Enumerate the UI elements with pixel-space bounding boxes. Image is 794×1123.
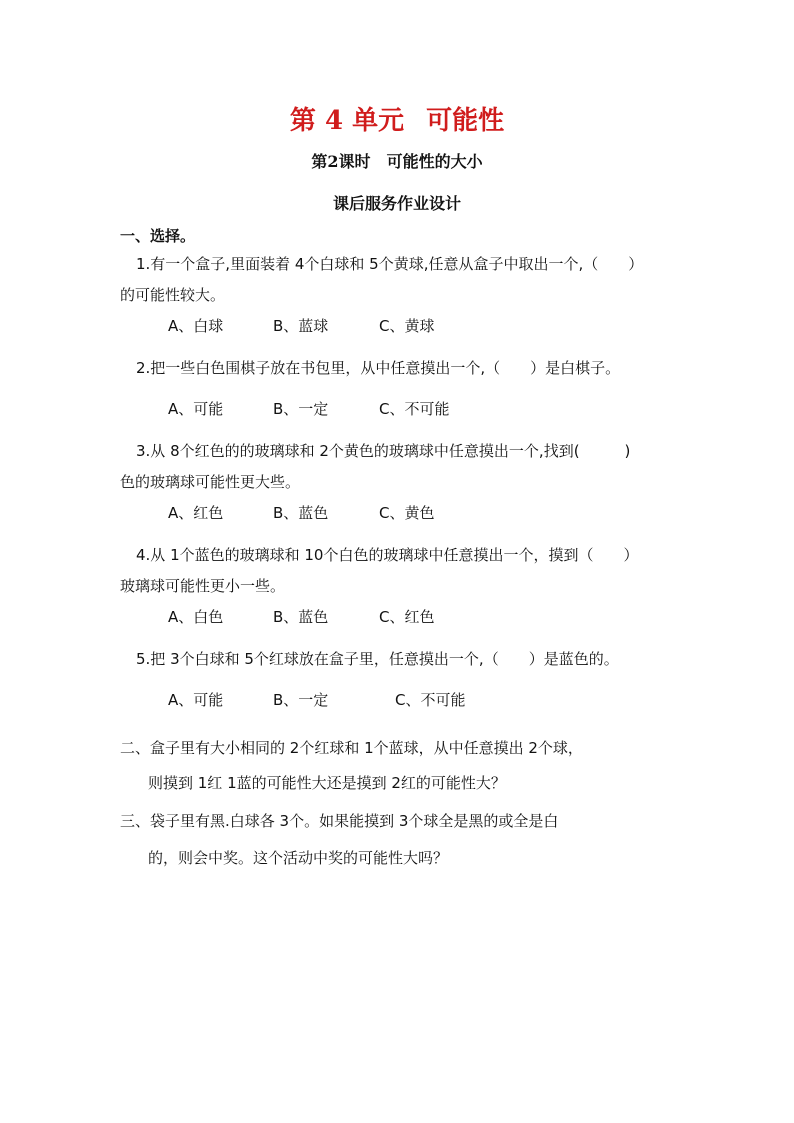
option-b: B、蓝球 [273,317,329,335]
question-4-line-2: 玻璃球可能性更小一些。 [120,577,286,595]
option-a: A、白色 [168,608,224,626]
unit-title [0,100,794,137]
option-b: B、一定 [273,691,329,709]
section-1-label: 一、选择。 [120,227,196,245]
question-3-line-1: 3.从 8个红色的的玻璃球和 2个黄色的玻璃球中任意摸出一个,找到( ) [136,442,631,460]
question-2-options [168,398,449,419]
unit-topic: 可能性 [426,106,505,136]
option-c: C、红色 [379,608,435,626]
option-c: C、不可能 [379,400,450,418]
question-3-options [168,502,434,523]
option-a: A、红色 [168,504,224,522]
question-1-line-1: 1.有一个盒子,里面装着 4个白球和 5个黄球,任意从盒子中取出一个,（ ） [136,255,644,273]
section-2-line-1: 二、盒子里有大小相同的 2个红球和 1个蓝球，从中任意摸出 2个球， [120,739,583,757]
option-c: C、黄球 [379,317,435,335]
option-c: C、不可能 [395,691,466,709]
option-c: C、黄色 [379,504,435,522]
option-b: B、蓝色 [273,608,329,626]
unit-number: 第 4 单元 [289,106,405,136]
section-2-line-2: 则摸到 1红 1蓝的可能性大还是摸到 2红的可能性大？ [148,774,506,792]
question-4-options [168,606,434,627]
option-b: B、蓝色 [273,504,329,522]
question-2-line-1: 2.把一些白色围棋子放在书包里，从中任意摸出一个,（ ）是白棋子。 [136,359,621,377]
option-b: B、一定 [273,400,329,418]
question-5-options [168,689,465,710]
section-3-line-2: 的，则会中奖。这个活动中奖的可能性大吗？ [148,849,449,867]
worksheet-title: 课后服务作业设计 [332,194,461,213]
lesson-topic: 可能性的大小 [386,152,483,171]
section-3-line-1: 三、袋子里有黑.白球各 3个。如果能摸到 3个球全是黑的或全是白 [120,812,559,830]
question-1-options [168,315,434,336]
option-a: A、白球 [168,317,224,335]
question-1-line-2: 的可能性较大。 [120,286,226,304]
question-5-line-1: 5.把 3个白球和 5个红球放在盒子里，任意摸出一个,（ ）是蓝色的。 [136,650,619,668]
question-4-line-1: 4.从 1个蓝色的玻璃球和 10个白色的玻璃球中任意摸出一个，摸到（ ） [136,546,639,564]
lesson-number: 第2课时 [311,152,371,171]
option-a: A、可能 [168,691,224,709]
question-3-line-2: 色的玻璃球可能性更大些。 [120,473,301,491]
option-a: A、可能 [168,400,224,418]
lesson-subtitle [0,149,794,172]
